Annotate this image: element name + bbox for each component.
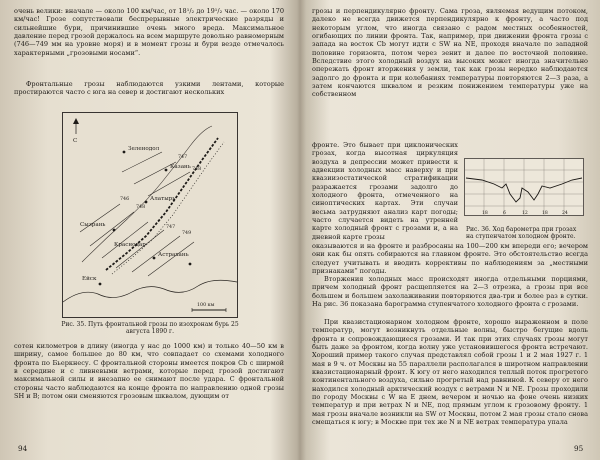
left-page-number: 94 bbox=[18, 444, 28, 453]
left-page bbox=[14, 0, 284, 460]
hour-4: 24 bbox=[562, 211, 568, 216]
isobar-num-1: 748 bbox=[136, 205, 146, 210]
hour-0: 18 bbox=[482, 211, 488, 216]
left-top-paragraph: очень велики: вначале — около 100 км/час, от 18¹/₂ до 19¹/₂ час. — около 170 км/час! Грозе сопутствовали беспрерывные электрические разряды и сильнейшие бури, причинившие очень много вреда. Максимальное давление перед грозой держалось на всем маршруте довольно равномерным (746—749 мм на уровне моря) и в момент грозы и бури везде отмечалось характерными „грозовыми носами“. bbox=[14, 7, 284, 57]
hour-3: 18 bbox=[542, 211, 548, 216]
storm-path-map bbox=[62, 112, 238, 318]
isobar-num-0: 746 bbox=[120, 197, 130, 202]
isobar-num-4: 748 bbox=[192, 167, 202, 172]
right-page-number: 95 bbox=[574, 444, 584, 453]
label-kazan: Казань bbox=[170, 164, 191, 170]
scale-label: 100 км bbox=[197, 303, 215, 308]
label-syzran: Сызрань bbox=[80, 222, 106, 228]
figure-35-caption: Рис. 35. Путь фронтальной грозы по изохронам бурь 25 августа 1890 г. bbox=[61, 321, 239, 336]
label-astrakhan: Астрахань bbox=[158, 252, 189, 258]
right-paragraph-c: оказываются и на фронте и разбросаны на 100—200 км впереди его; вечером они как бы опять собираются на главном фронте. Это обстоятельство всегда следует учитывать и вводить коррективы по наблюдениям за „местными признаками“ погоды. bbox=[312, 242, 588, 276]
figure-36-caption: Рис. 36. Ход барометра при грозах на ступенчатом холодном фронте. bbox=[466, 226, 577, 241]
right-page bbox=[312, 0, 588, 460]
isobar-num-2: 747 bbox=[166, 225, 176, 230]
left-second-paragraph: Фронтальные грозы наблюдаются узкими лентами, которые простираются часто с юга на север и достигают нескольких bbox=[14, 80, 284, 97]
label-alatyr: Алатырь bbox=[150, 196, 176, 202]
isobar-num-5: 747 bbox=[178, 155, 188, 160]
hour-2: 12 bbox=[522, 211, 528, 216]
north-label: С bbox=[73, 138, 78, 144]
label-yeysk: Ейск bbox=[82, 276, 97, 282]
isobar-num-3: 749 bbox=[182, 231, 192, 236]
hour-1: 6 bbox=[503, 211, 506, 216]
right-paragraph-e: При квазистационарном холодном фронте, хорошо выраженном в поле температур, могут возникнуть отдельные волны, быстро бегущие вдоль фронта и сопровождающиеся грозами. И так при этих случаях грозы могут быть даже за фронтом, когда волну уже установившегося фронта встречают. Хороший пример такого случая представлял собой грозы 1 и 2 мая 1927 г. 1 мая в 9 ч. от Москвы на 55 параллели располагался в широтном направлении квазистационарный фронт. К югу от него находился теплый поток прогретого континентального воздуха, сильно прогретый над равниной. К северу от него находился холодный арктический воздух с ветрами N и NE. Грозы проходили по городу Москвы с W на E днем, вечером и ночью на фоне очень низких температур и при ветрах N и NE, под прямым углом к грозовому фронту. 1 мая грозы вначале возникли на SW от Москвы, потом 2 мая грозы стало снова смещаться к югу; в Москве при тех же N и NE ветрах температура упала bbox=[312, 318, 588, 427]
right-paragraph-b: фронте. Это бывает при циклонических грозах, когда высотная циркуляция воздуха в депрессии может привести к адвекции холодных масс наверху и при квазиизостатической стратификации разражается грозами задолго до холодного фронта, отмеченного на синоптических картах. Эти случаи весьма затрудняют анализ карт погоды; часто случается видеть на утренней карте холодный фронт с грозами и, а на дневной карте грозы bbox=[312, 141, 458, 241]
right-paragraph-d: Вторжения холодных масс происходят иногда отдельными порциями, причем холодный фронт расщепляется на 2—3 отрезка, а грозы при все большем и большем захолаживании повторяются два-три и более раз в сутки. На рис. 36 показана барограмма ступенчатого холодного фронта с грозами. bbox=[312, 275, 588, 309]
right-paragraph-a: грозы и перпендикулярно фронту. Сама гроза, являемая ведущим потоком, далеко не всегда движется перпендикулярно к фронту, а часто под некоторым углом, что иногда связано с радом местных особенностей, огибающих по линии фронта. Так, например, при движении фронта грозы с запада на восток Cb могут идти с SW на NE, проходя вначале по западной половине горизонта, потом через зенит и далее по восточной половине. Вследствие этого холодный воздух на высоких может иногда значительно опережать фронт вторжения у земли, так как грозы нередко наблюдаются задолго до фронта и при колебаниях температуры повторяются 2—3 раза, а затем кончаются шквалом и резким понижением температуры уже на собственном bbox=[312, 7, 588, 99]
barogram-figure bbox=[464, 158, 584, 216]
label-krasnodar: Краснодар bbox=[114, 242, 146, 248]
left-bottom-paragraph: сотен километров в длину (иногда у нас до 1000 км) и только 40—50 км в ширину, самое большее до 80 км, что совпадает со схемами холодного фронта по Бьеркнесу. С фронтальной стороны имеется покров Cb с ширмой в середине и с ливневыми ветрами, которые перед грозой достигают максимальной силы и внезапно ее снимают после удара. С фронтальной стороны часто наблюдаются на конце фронта по направлению одной грозы SH и B; потом они сменяются грозовым шквалом, дующим от bbox=[14, 342, 284, 401]
label-zelenodolsk: Зеленодол bbox=[128, 146, 160, 152]
